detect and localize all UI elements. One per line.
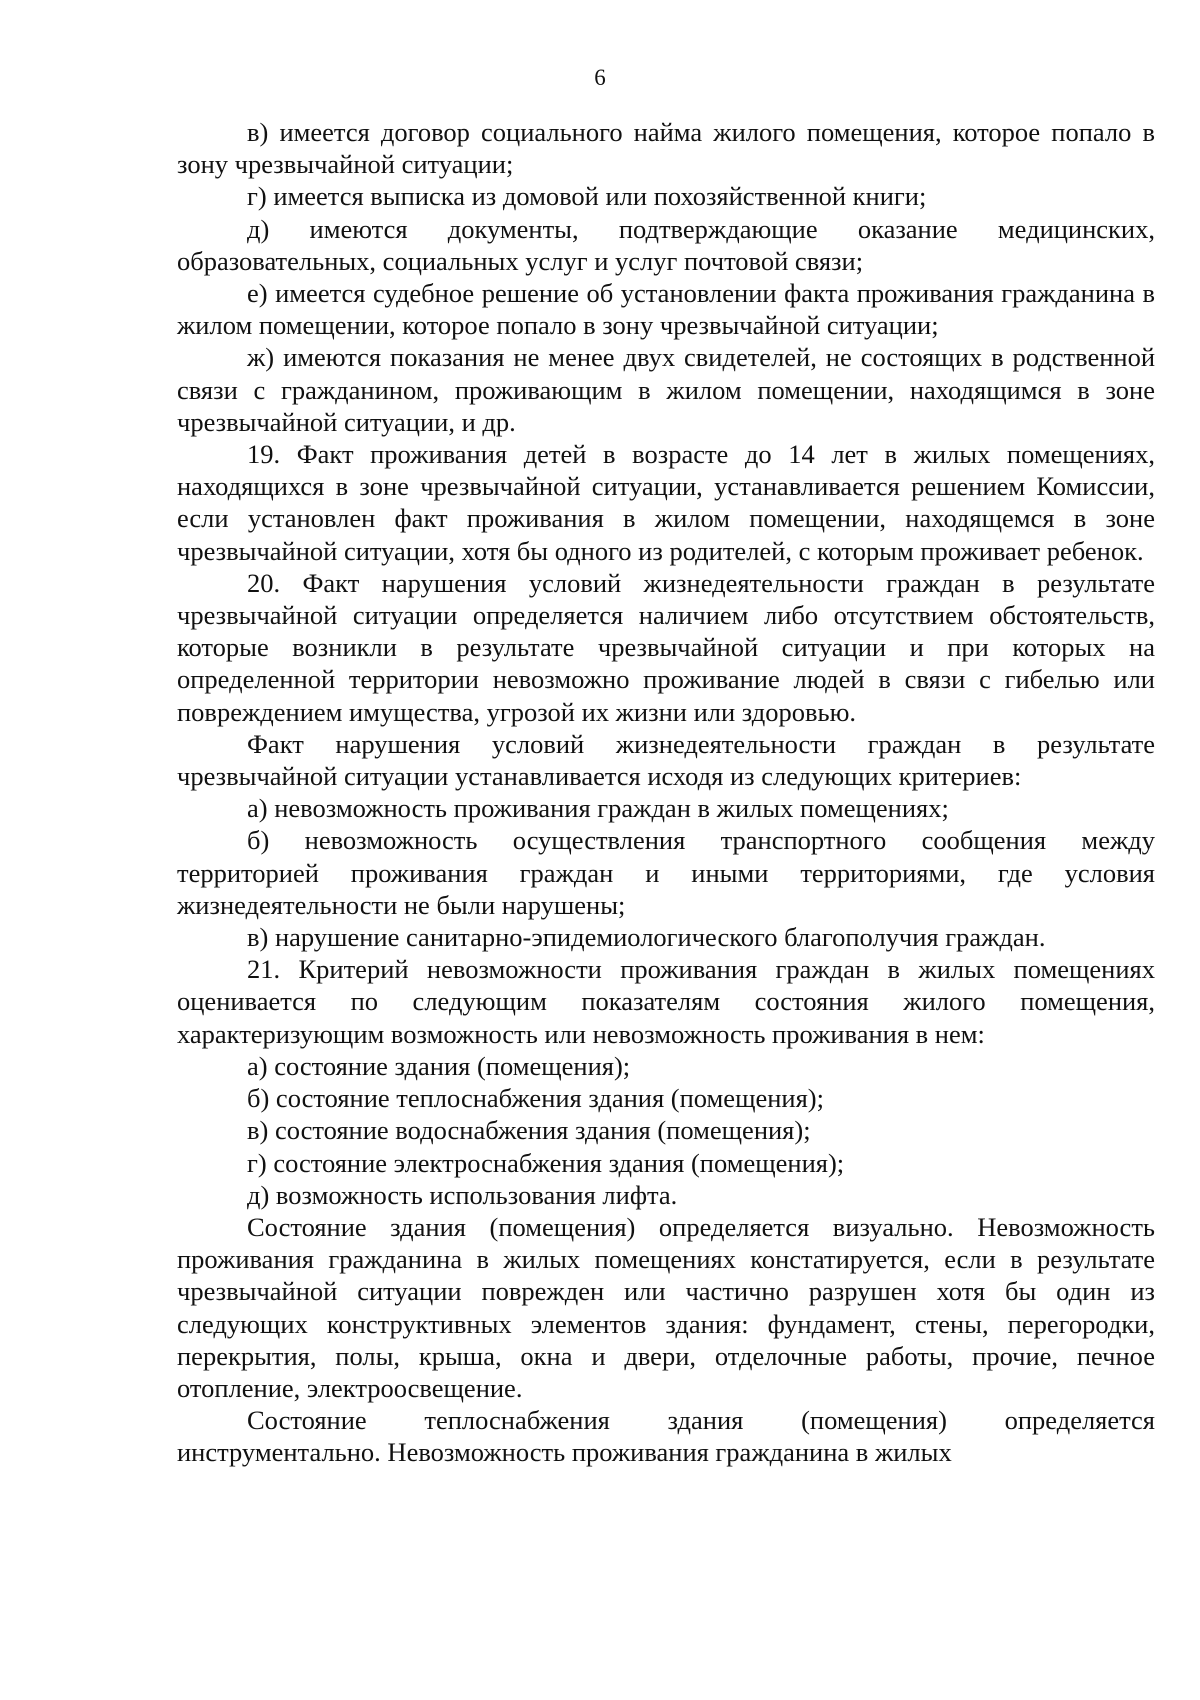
paragraph-indicator-g: г) состояние электроснабжения здания (помещения); [247, 1147, 845, 1178]
paragraph-clause-19: 19. Факт проживания детей в возрасте до 14 лет в жилых помещениях, находящихся в зоне чрезвычайной ситуации, устанавливается решением Комиссии, если установлен факт проживания в жилом помещении, находящемся в зоне чрезвычайной ситуации, хотя бы одного из родителей, с которым проживает ребенок. [177, 439, 1155, 566]
paragraph-criterion-b: б) невозможность осуществления транспортного сообщения между территорией проживания граждан и иными территориями, где условия жизнедеятельности не были нарушены; [177, 825, 1155, 920]
paragraph-clause-20: 20. Факт нарушения условий жизнедеятельности граждан в результате чрезвычайной ситуации определяется наличием либо отсутствием обстоятельств, которые возникли в результате чрезвычайной ситуации и при которых на определенной территории невозможно проживание людей в связи с гибелью или повреждением имущества, угрозой их жизни или здоровью. [177, 567, 1155, 727]
paragraph-item-e-court-decision: е) имеется судебное решение об установлении факта проживания гражданина в жилом помещении, которое попало в зону чрезвычайной ситуации; [177, 278, 1155, 341]
paragraph-criterion-a: а) невозможность проживания граждан в жилых помещениях; [247, 793, 949, 824]
paragraph-building-condition: Состояние здания (помещения) определяется визуально. Невозможность проживания гражданина в жилых помещениях констатируется, если в результате чрезвычайной ситуации поврежден или частично разрушен хотя бы один из следующих конструктивных элементов здания: фундамент, стены, перегородки, перекрытия, полы, крыша, окна и двери, отделочные работы, прочие, печное отопление, электроосвещение. [177, 1211, 1155, 1403]
paragraph-indicator-a: а) состояние здания (помещения); [247, 1050, 631, 1081]
paragraph-item-g-household-book: г) имеется выписка из домовой или похозяйственной книги; [247, 181, 927, 212]
paragraph-item-zh-witnesses: ж) имеются показания не менее двух свидетелей, не состоящих в родственной связи с гражданином, проживающим в жилом помещении, находящимся в зоне чрезвычайной ситуации, и др. [177, 342, 1155, 437]
paragraph-item-d-service-documents: д) имеются документы, подтверждающие оказание медицинских, образовательных, социальных услуг и услуг почтовой связи; [177, 213, 1155, 276]
paragraph-criterion-v: в) нарушение санитарно-эпидемиологического благополучия граждан. [247, 922, 1046, 953]
paragraph-criteria-intro: Факт нарушения условий жизнедеятельности граждан в результате чрезвычайной ситуации устанавливается исходя из следующих критериев: [177, 728, 1155, 792]
paragraph-clause-21: 21. Критерий невозможности проживания граждан в жилых помещениях оценивается по следующим показателям состояния жилого помещения, характеризующим возможность или невозможность проживания в нем: [177, 954, 1155, 1049]
paragraph-indicator-v: в) состояние водоснабжения здания (помещения); [247, 1115, 811, 1146]
paragraph-item-v-social-lease: в) имеется договор социального найма жилого помещения, которое попало в зону чрезвычайной ситуации; [177, 117, 1155, 180]
paragraph-heating-condition: Состояние теплоснабжения здания (помещения) определяется инструментально. Невозможность проживания гражданина в жилых [177, 1405, 1155, 1468]
paragraph-indicator-d: д) возможность использования лифта. [247, 1179, 678, 1210]
page-number: 6 [594, 65, 606, 90]
paragraph-indicator-b: б) состояние теплоснабжения здания (помещения); [247, 1083, 824, 1114]
document-body [177, 116, 1155, 1469]
